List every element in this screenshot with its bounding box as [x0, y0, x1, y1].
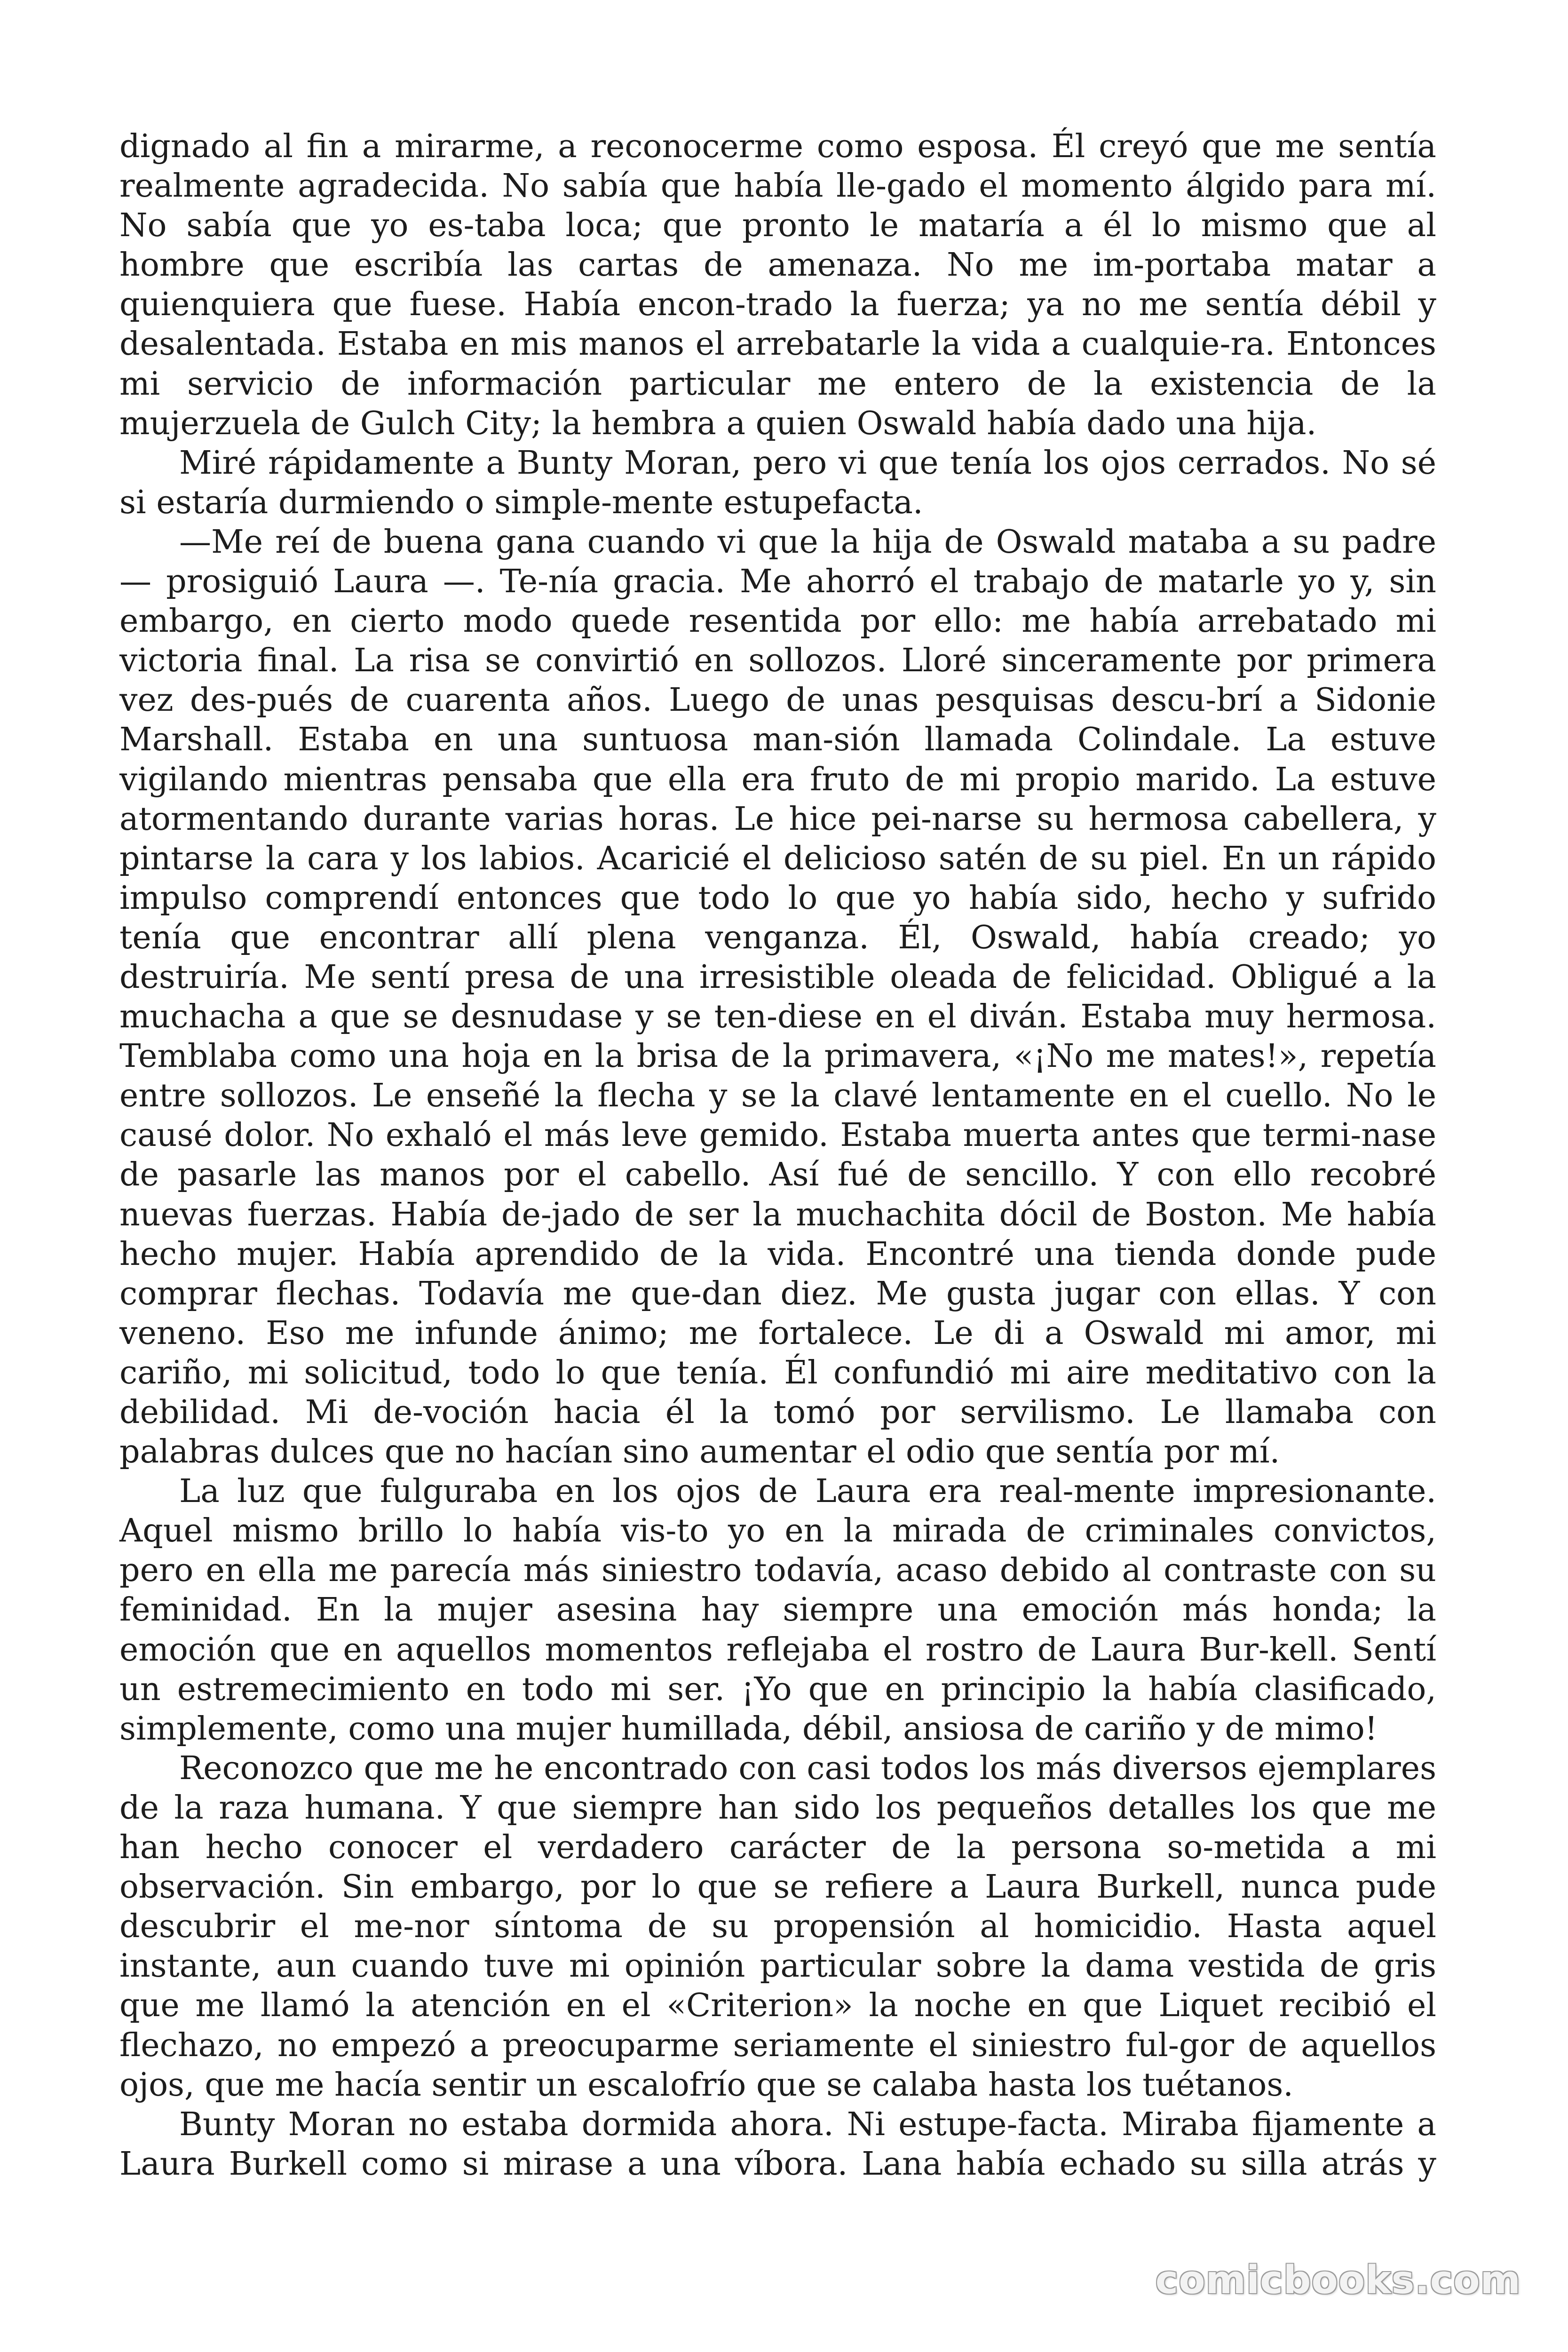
text-line: descubrir el me-nor síntoma de su propensión al homicidio. Hasta aquel	[119, 1908, 1436, 1946]
text-line: han hecho conocer el verdadero carácter de la persona so-metida a mi	[119, 1829, 1436, 1867]
text-line: quienquiera que fuese. Había encon-trado la fuerza; ya no me sentía débil y	[119, 286, 1436, 324]
text-line: de pasarle las manos por el cabello. Así fué de sencillo. Y con ello recobré	[119, 1156, 1436, 1194]
text-line: flechazo, no empezó a preocuparme seriamente el siniestro ful-gor de aquellos	[119, 2026, 1436, 2064]
text-line: muchacha a que se desnudase y se ten-diese en el diván. Estaba muy hermosa.	[119, 998, 1436, 1036]
text-line: No sabía que yo es-taba loca; que pronto le mataría a él lo mismo que al	[119, 207, 1436, 245]
text-line: simplemente, como una mujer humillada, débil, ansiosa de cariño y de mimo!	[119, 1710, 1378, 1748]
text-line: de la raza humana. Y que siempre han sido los pequeños detalles los que me	[119, 1789, 1436, 1827]
watermark: comicbooks.com	[1155, 2258, 1521, 2303]
text-line: Laura Burkell como si mirase a una víbora. Lana había echado su silla atrás y	[119, 2145, 1436, 2183]
text-line: Marshall. Estaba en una suntuosa man-sión llamada Colindale. La estuve	[119, 721, 1436, 759]
text-line: emoción que en aquellos momentos reflejaba el rostro de Laura Bur-kell. Sentí	[119, 1631, 1436, 1669]
text-line: vez des-pués de cuarenta años. Luego de unas pesquisas descu-brí a Sidonie	[119, 682, 1436, 719]
text-line: victoria final. La risa se convirtió en sollozos. Lloré sinceramente por primera	[119, 642, 1436, 680]
paragraph	[119, 523, 1436, 1472]
body-text	[119, 127, 1436, 2184]
text-line: embargo, en cierto modo quede resentida por ello: me había arrebatado mi	[119, 603, 1436, 640]
paragraph	[119, 127, 1436, 444]
text-line: hecho mujer. Había aprendido de la vida. Encontré una tienda donde pude	[119, 1235, 1436, 1273]
text-line: tenía que encontrar allí plena venganza. Él, Oswald, había creado; yo	[119, 919, 1436, 956]
text-line: Aquel mismo brillo lo había vis-to yo en la mirada de criminales convictos,	[119, 1512, 1436, 1550]
text-line: nuevas fuerzas. Había de-jado de ser la muchachita dócil de Boston. Me había	[119, 1196, 1436, 1233]
text-line: atormentando durante varias horas. Le hice pei-narse su hermosa cabellera, y	[119, 800, 1436, 838]
text-line: —Me reí de buena gana cuando vi que la hija de Oswald mataba a su padre	[179, 523, 1436, 561]
text-line: instante, aun cuando tuve mi opinión particular sobre la dama vestida de gris	[119, 1947, 1436, 1985]
text-line: que me llamó la atención en el «Criterion» la noche en que Liquet recibió el	[119, 1987, 1436, 2025]
text-line: un estremecimiento en todo mi ser. ¡Yo que en principio la había clasificado,	[119, 1670, 1436, 1708]
paragraph	[119, 1472, 1436, 1749]
paragraph	[119, 2105, 1436, 2184]
text-line: impulso comprendí entonces que todo lo que yo había sido, hecho y sufrido	[119, 879, 1436, 917]
text-line: palabras dulces que no hacían sino aumentar el odio que sentía por mí.	[119, 1433, 1280, 1471]
text-line: La luz que fulguraba en los ojos de Laura era real-mente impresionante.	[179, 1473, 1436, 1510]
text-line: realmente agradecida. No sabía que había lle-gado el momento álgido para mí.	[119, 167, 1436, 205]
text-line: feminidad. En la mujer asesina hay siempre una emoción más honda; la	[119, 1591, 1436, 1629]
text-line: pero en ella me parecía más siniestro todavía, acaso debido al contraste con su	[119, 1552, 1436, 1589]
text-line: hombre que escribía las cartas de amenaza. No me im-portaba matar a	[119, 246, 1436, 284]
text-line: Temblaba como una hoja en la brisa de la primavera, «¡No me mates!», repetía	[119, 1038, 1436, 1075]
text-line: debilidad. Mi de-voción hacia él la tomó por servilismo. Le llamaba con	[119, 1394, 1436, 1431]
text-line: dignado al fin a mirarme, a reconocerme como esposa. Él creyó que me sentía	[119, 128, 1436, 165]
text-line: observación. Sin embargo, por lo que se refiere a Laura Burkell, nunca pude	[119, 1868, 1436, 1906]
text-line: cariño, mi solicitud, todo lo que tenía. Él confundió mi aire meditativo con la	[119, 1354, 1436, 1391]
text-line: ojos, que me hacía sentir un escalofrío que se calaba hasta los tuétanos.	[119, 2066, 1293, 2104]
paragraph	[119, 1749, 1436, 2105]
text-line: si estaría durmiendo o simple-mente estupefacta.	[119, 484, 923, 521]
text-line: — prosiguió Laura —. Te-nía gracia. Me ahorró el trabajo de matarle yo y, sin	[119, 563, 1436, 601]
text-line: Reconozco que me he encontrado con casi todos los más diversos ejemplares	[179, 1749, 1436, 1787]
text-line: entre sollozos. Le enseñé la flecha y se la clavé lentamente en el cuello. No le	[119, 1077, 1436, 1115]
paragraph	[119, 444, 1436, 523]
text-line: Miré rápidamente a Bunty Moran, pero vi que tenía los ojos cerrados. No sé	[179, 444, 1436, 482]
text-line: comprar flechas. Todavía me que-dan diez. Me gusta jugar con ellas. Y con	[119, 1275, 1436, 1312]
text-line: Bunty Moran no estaba dormida ahora. Ni estupe-facta. Miraba fijamente a	[179, 2106, 1436, 2143]
text-line: vigilando mientras pensaba que ella era fruto de mi propio marido. La estuve	[119, 761, 1436, 798]
text-line: mi servicio de información particular me entero de la existencia de la	[119, 365, 1436, 403]
text-line: desalentada. Estaba en mis manos el arrebatarle la vida a cualquie-ra. Entonces	[119, 326, 1436, 363]
text-line: causé dolor. No exhaló el más leve gemido. Estaba muerta antes que termi-nase	[119, 1117, 1436, 1154]
text-line: pintarse la cara y los labios. Acaricié el delicioso satén de su piel. En un rápido	[119, 840, 1436, 877]
text-line: destruiría. Me sentí presa de una irresistible oleada de felicidad. Obligué a la	[119, 958, 1436, 996]
text-line: mujerzuela de Gulch City; la hembra a quien Oswald había dado una hija.	[119, 405, 1317, 442]
text-line: veneno. Eso me infunde ánimo; me fortalece. Le di a Oswald mi amor, mi	[119, 1314, 1436, 1352]
